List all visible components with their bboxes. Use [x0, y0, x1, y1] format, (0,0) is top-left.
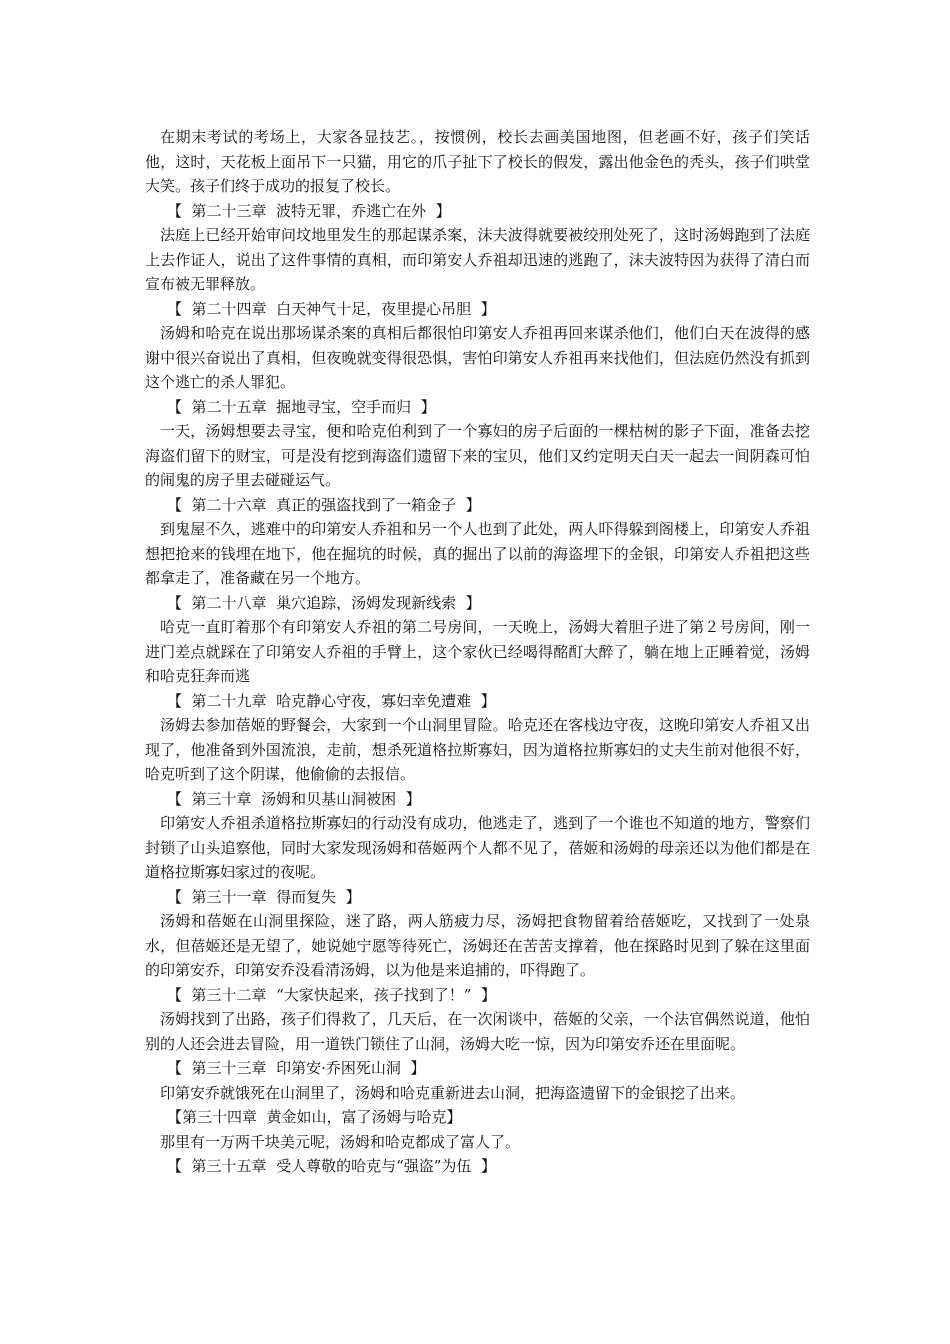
document-body — [145, 125, 810, 1179]
paragraph-23: 法庭上已经开始审问坟地里发生的那起谋杀案，沫夫波得就要被绞刑处死了，这时汤姆跑到了法庭上去作证人，说出了这件事情的真相，而印第安人乔祖却迅速的逃跑了，沫夫波特因为获得了清白而宣布被无罪释放。 — [145, 226, 810, 293]
paragraph-29: 汤姆去参加蓓姬的野餐会，大家到一个山洞里冒险。哈克还在客栈边守夜，这晚印第安人乔祖又出现了，他准备到外国流浪，走前，想杀死道格拉斯寡妇，因为道格拉斯寡妇的丈夫生前对他很不好，哈克听到了这个阴谋，他偷偷的去报信。 — [145, 716, 810, 783]
chapter-heading-32: 【 第三十二章 “大家快起来，孩子找到了！” 】 — [167, 985, 496, 1004]
paragraph-28: 哈克一直盯着那个有印第安人乔祖的第二号房间，一天晚上，汤姆大着胆子进了第２号房间，刚一进门差点就踩在了印第安人乔祖的手臂上，这个家伙已经喝得酩酊大醉了，躺在地上正睡着觉，汤姆和哈克狂奔而逃 — [145, 618, 810, 685]
chapter-heading-33: 【 第三十三章 印第安·乔困死山洞 】 — [167, 1059, 426, 1077]
chapter-heading-28: 【 第二十八章 巢穴追踪，汤姆发现新线索 】 — [167, 593, 481, 612]
paragraph-31: 汤姆和蓓姬在山洞里探险，迷了路，两人筋疲力尽，汤姆把食物留着给蓓姬吃，又找到了一处泉水，但蓓姬还是无望了，她说她宁愿等待死亡，汤姆还在苦苦支撑着，他在探路时见到了躲在这里面的印第安乔，印第安乔没看清汤姆，以为他是来追捕的，吓得跑了。 — [145, 912, 810, 979]
chapter-heading-23: 【 第二十三章 波特无罪，乔逃亡在外 】 — [167, 201, 451, 220]
chapter-heading-31: 【 第三十一章 得而复失 】 — [167, 887, 361, 906]
chapter-heading-34: 【第三十四章 黄金如山，富了汤姆与哈克】 — [167, 1108, 462, 1126]
paragraph-32: 汤姆找到了出路，孩子们得救了，几天后，在一次闲谈中，蓓姬的父亲，一个法官偶然说道，他怕别的人还会进去冒险，用一道铁门锁住了山洞，汤姆大吃一惊，因为印第安乔还在里面呢。 — [145, 1010, 810, 1053]
paragraph-exam: 在期末考试的考场上，大家各显技艺。，按惯例，校长去画美国地图，但老画不好，孩子们笑话他，这时，天花板上面吊下一只猫，用它的爪子扯下了校长的假发，露出他金色的秃头，孩子们哄堂大笑。孩子们终于成功的报复了校长。 — [145, 128, 810, 195]
paragraph-26: 到鬼屋不久，逃难中的印第安人乔祖和另一个人也到了此处，两人吓得躲到阁楼上，印第安人乔祖想把抢来的钱埋在地下，他在掘坑的时候，真的掘出了以前的海盗埋下的金银，印第安人乔祖把这些都拿走了，准备藏在另一个地方。 — [145, 520, 810, 587]
chapter-heading-35: 【 第三十五章 受人尊敬的哈克与“强盗”为伍 】 — [167, 1157, 496, 1175]
paragraph-30: 印第安人乔祖杀道格拉斯寡妇的行动没有成功，他逃走了，逃到了一个谁也不知道的地方，警察们封锁了山头追察他，同时大家发现汤姆和蓓姬两个人都不见了，蓓姬和汤姆的母亲还以为他们都是在道格拉斯寡妇家过的夜呢。 — [145, 814, 810, 881]
paragraph-34: 那里有一万两千块美元呢，汤姆和哈克都成了富人了。 — [160, 1132, 521, 1151]
paragraph-25: 一天，汤姆想要去寻宝，便和哈克伯利到了一个寡妇的房子后面的一棵枯树的影子下面，准备去挖海盗们留下的财宝，可是没有挖到海盗们遗留下来的宝贝，他们又约定明天白天一起去一间阴森可怕的闹鬼的房子里去碰碰运气。 — [145, 422, 810, 489]
chapter-heading-30: 【 第三十章 汤姆和贝基山洞被困 】 — [167, 789, 421, 808]
chapter-heading-24: 【 第二十四章 白天神气十足，夜里提心吊胆 】 — [167, 299, 496, 318]
paragraph-24: 汤姆和哈克在说出那场谋杀案的真相后都很怕印第安人乔祖再回来谋杀他们，他们白天在波得的感谢中很兴奋说出了真相，但夜晚就变得很恐惧，害怕印第安人乔祖再来找他们，但法庭仍然没有抓到这个逃亡的杀人罪犯。 — [145, 324, 810, 391]
chapter-heading-26: 【 第二十六章 真正的强盗找到了一箱金子 】 — [167, 495, 481, 514]
paragraph-33: 印第安乔就饿死在山洞里了，汤姆和哈克重新进去山洞，把海盗遗留下的金银挖了出来。 — [160, 1083, 746, 1102]
chapter-heading-25: 【 第二十五章 掘地寻宝，空手而归 】 — [167, 397, 436, 416]
chapter-heading-29: 【 第二十九章 哈克静心守夜，寡妇幸免遭难 】 — [167, 691, 496, 710]
